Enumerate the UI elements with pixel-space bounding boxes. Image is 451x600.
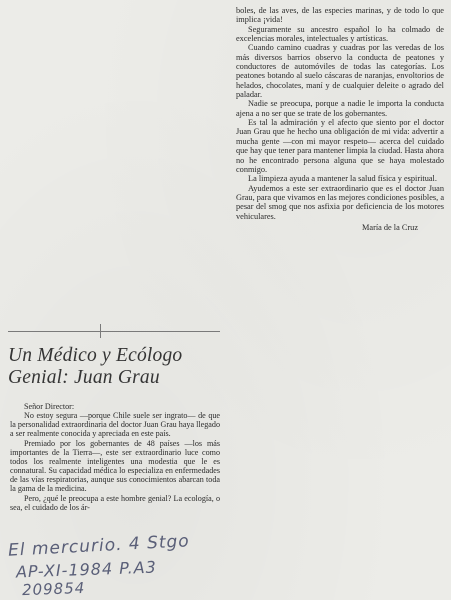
letter-paragraph: La limpieza ayuda a mantener la salud física y espiritual. (248, 174, 437, 184)
letter-paragraph: Nadie se preocupa, porque a nadie le importa la conducta ajena a no ser que se trate de los gobernantes. (236, 99, 444, 118)
article-paragraph: Premiado por los gobernantes de 48 países —los más importantes de la Tierra—, este ser extraordinario luce como todos los realmente inteligentes una modestia que le es connatural. Su capacidad médica lo especializa en enfermedades de las vías respiratorias, aunque sus conocimientos abarcan toda la gama de la medicina. (10, 438, 220, 494)
divider-tick (100, 324, 101, 338)
section-divider (8, 331, 220, 332)
handwritten-date-line: AP-XI-1984 P.A3 (15, 557, 158, 582)
handwritten-source-line: El mercurio. 4 Stgo (7, 531, 191, 561)
letter-paragraph: Cuando camino cuadras y cuadras por las veredas de los más diversos barrios observo la conducta de peatones y conductores de automóviles de todas las categorías. Los peatones botando al suelo cáscaras de naranjas, envoltorios de helados, chocolates, maní y de cualquier deleite o agrado del paladar. (236, 43, 444, 100)
letter-signature: María de la Cruz (362, 222, 418, 232)
article-headline: Un Médico y Ecólogo Genial: Juan Grau (8, 345, 183, 388)
article-paragraph: Pero, ¿qué le preocupa a este hombre genial? La ecología, o sea, el cuidado de los ár- (10, 493, 220, 512)
letter-paragraph: Seguramente su ancestro español lo ha colmado de excelencias morales, intelectuales y artísticas. (236, 24, 444, 44)
article-paragraph: No estoy segura —porque Chile suele ser ingrato— de que la personalidad extraordinaria del doctor Juan Grau haya llegado a ser realmente conocida y apreciada en este país. (10, 411, 220, 439)
handwritten-archive-number: 209854 (21, 578, 86, 600)
letter-continuation-column (236, 6, 444, 232)
letter-paragraph: boles, de las aves, de las especies marinas, y de todo lo que implica ¡vida! (236, 6, 444, 25)
article-body-column (10, 402, 220, 512)
letter-paragraph: Es tal la admiración y el afecto que siento por el doctor Juan Grau que he hecho una obligación de mi vida: advertir a mucha gente —con mi mayor respeto— acerca del cuidado que hay que tener para mantener limpia la ciudad. Hasta ahora no he encontrado persona alguna que se haya molestado conmigo. (236, 118, 444, 174)
article-salutation: Señor Director: (24, 402, 75, 411)
letter-paragraph: Ayudemos a este ser extraordinario que es el doctor Juan Grau, para que vivamos en las mejores condiciones posibles, a pesar del smog que nos asfixia por deficiencia de los motores vehiculares. (236, 183, 444, 221)
